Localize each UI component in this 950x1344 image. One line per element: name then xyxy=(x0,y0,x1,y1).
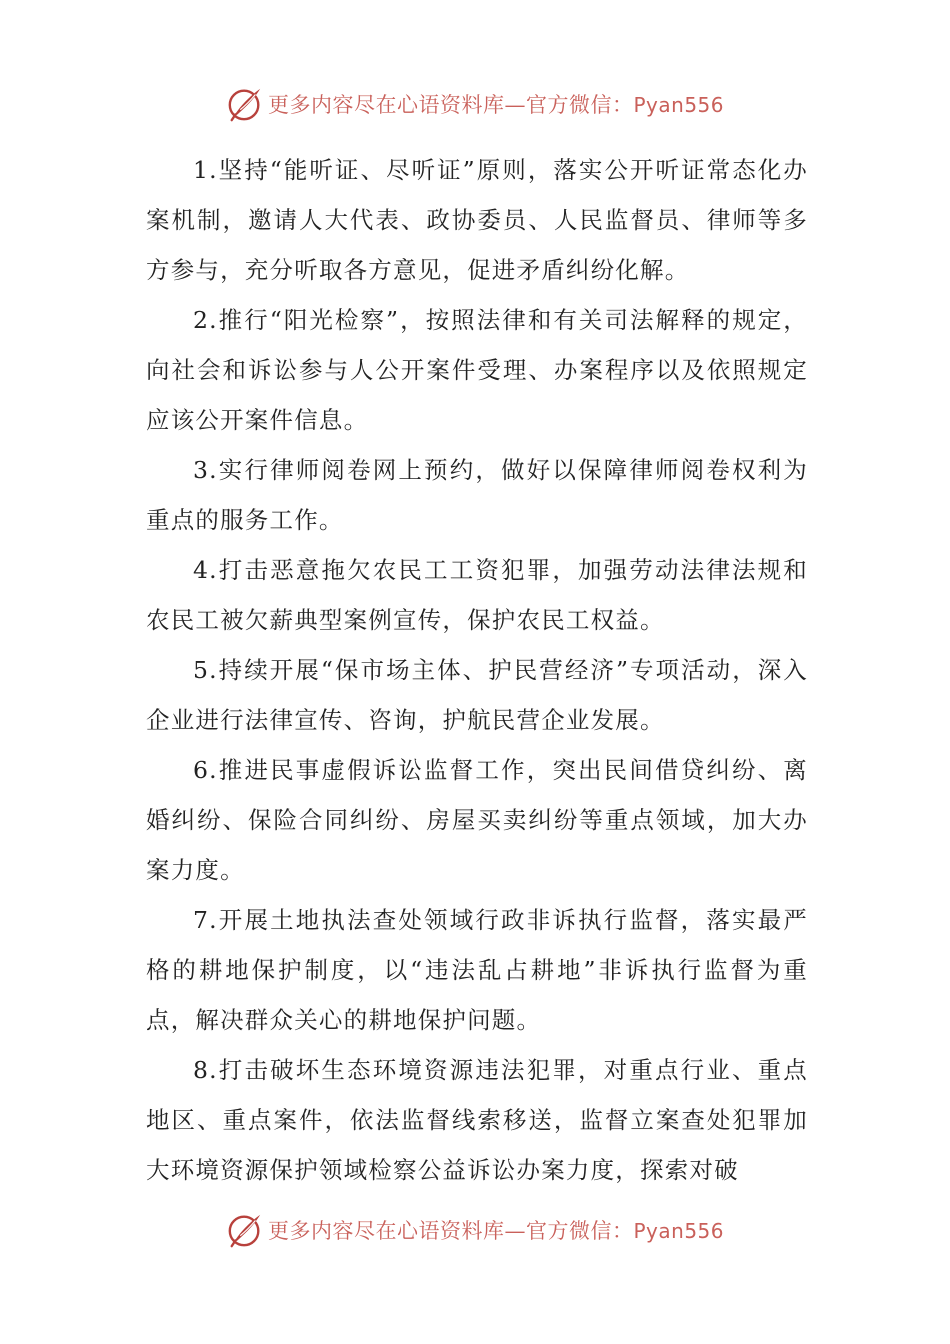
header-banner xyxy=(0,84,950,124)
footer-wechat-id: Pyan556 xyxy=(633,1219,724,1243)
header-banner-text: 更多内容尽在心语资料库—官方微信：Pyan556 xyxy=(267,93,724,117)
paragraph-1: 1.坚持“能听证、尽听证”原则，落实公开听证常态化办案机制，邀请人大代表、政协委员、人民监督员、律师等多方参与，充分听取各方意见，促进矛盾纠纷化解。 xyxy=(146,156,808,284)
footer-banner-text: 更多内容尽在心语资料库—官方微信：Pyan556 xyxy=(267,1219,724,1243)
document-body xyxy=(146,145,808,1195)
quill-pen-circle-logo-icon xyxy=(226,1211,264,1249)
paragraph-6: 6.推进民事虚假诉讼监督工作，突出民间借贷纠纷、离婚纠纷、保险合同纠纷、房屋买卖纠纷等重点领域，加大办案力度。 xyxy=(146,756,808,884)
quill-pen-circle-logo-icon xyxy=(226,85,264,123)
footer-banner xyxy=(0,1210,950,1250)
paragraph-3: 3.实行律师阅卷网上预约，做好以保障律师阅卷权利为重点的服务工作。 xyxy=(146,456,808,534)
paragraph-4: 4.打击恶意拖欠农民工工资犯罪，加强劳动法律法规和农民工被欠薪典型案例宣传，保护农民工权益。 xyxy=(146,556,808,634)
paragraph-7: 7.开展土地执法查处领域行政非诉执行监督，落实最严格的耕地保护制度，以“违法乱占耕地”非诉执行监督为重点，解决群众关心的耕地保护问题。 xyxy=(146,906,808,1034)
paragraph-8: 8.打击破坏生态环境资源违法犯罪，对重点行业、重点地区、重点案件，依法监督线索移送，监督立案查处犯罪加大环境资源保护领域检察公益诉讼办案力度，探索对破 xyxy=(146,1056,808,1184)
paragraph-2: 2.推行“阳光检察”，按照法律和有关司法解释的规定，向社会和诉讼参与人公开案件受理、办案程序以及依照规定应该公开案件信息。 xyxy=(146,306,808,434)
paragraph-5: 5.持续开展“保市场主体、护民营经济”专项活动，深入企业进行法律宣传、咨询，护航民营企业发展。 xyxy=(146,656,808,734)
header-wechat-id: Pyan556 xyxy=(633,93,724,117)
